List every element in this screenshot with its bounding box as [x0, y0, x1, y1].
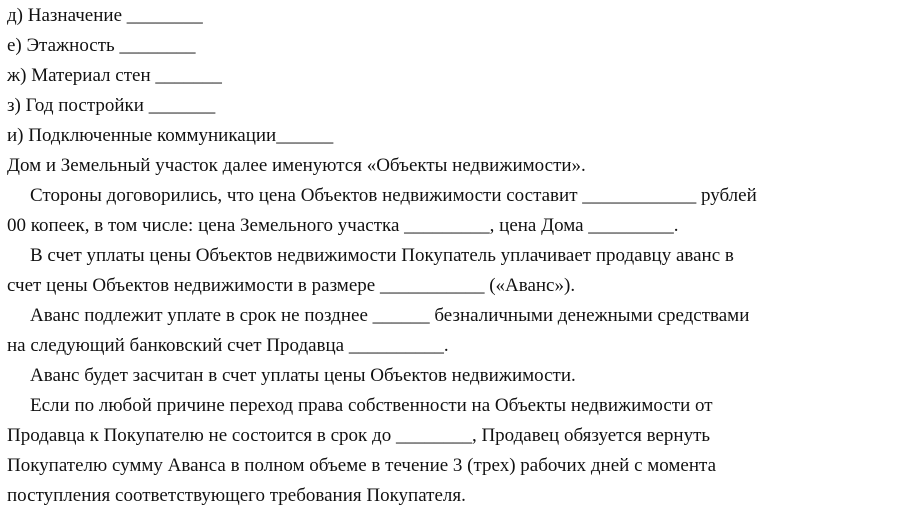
advance-paragraph-line-1: В счет уплаты цены Объектов недвижимости Покупатель уплачивает продавцу аванс в [30, 245, 734, 266]
refund-paragraph-line-1: Если по любой причине переход права собственности на Объекты недвижимости от [30, 395, 713, 416]
item-wall-material: ж) Материал стен _______ [7, 65, 222, 86]
payment-term-line-1: Аванс подлежит уплате в срок не позднее ______ безналичными денежными средствами [30, 305, 750, 326]
item-purpose: д) Назначение ________ [7, 5, 203, 26]
price-paragraph-line-1: Стороны договорились, что цена Объектов недвижимости составит ____________ рублей [30, 185, 757, 206]
advance-paragraph-line-2: счет цены Объектов недвижимости в размере ___________ («Аванс»). [7, 275, 576, 296]
item-floors: е) Этажность ________ [7, 35, 196, 56]
refund-paragraph-line-2: Продавца к Покупателю не состоится в срок до ________, Продавец обязуется вернуть [7, 425, 711, 446]
refund-paragraph-line-3: Покупателю сумму Аванса в полном объеме в течение 3 (трех) рабочих дней с момента [7, 455, 717, 476]
definition-line: Дом и Земельный участок далее именуются «Объекты недвижимости». [7, 155, 586, 176]
item-construction-year: з) Год постройки _______ [7, 95, 216, 116]
refund-paragraph-line-4: поступления соответствующего требования Покупателя. [7, 485, 466, 506]
advance-credit-line: Аванс будет засчитан в счет уплаты цены Объектов недвижимости. [30, 365, 576, 386]
item-utilities: и) Подключенные коммуникации______ [7, 125, 334, 146]
payment-term-line-2: на следующий банковский счет Продавца __________. [7, 335, 449, 356]
price-paragraph-line-2: 00 копеек, в том числе: цена Земельного участка _________, цена Дома _________. [7, 215, 679, 236]
